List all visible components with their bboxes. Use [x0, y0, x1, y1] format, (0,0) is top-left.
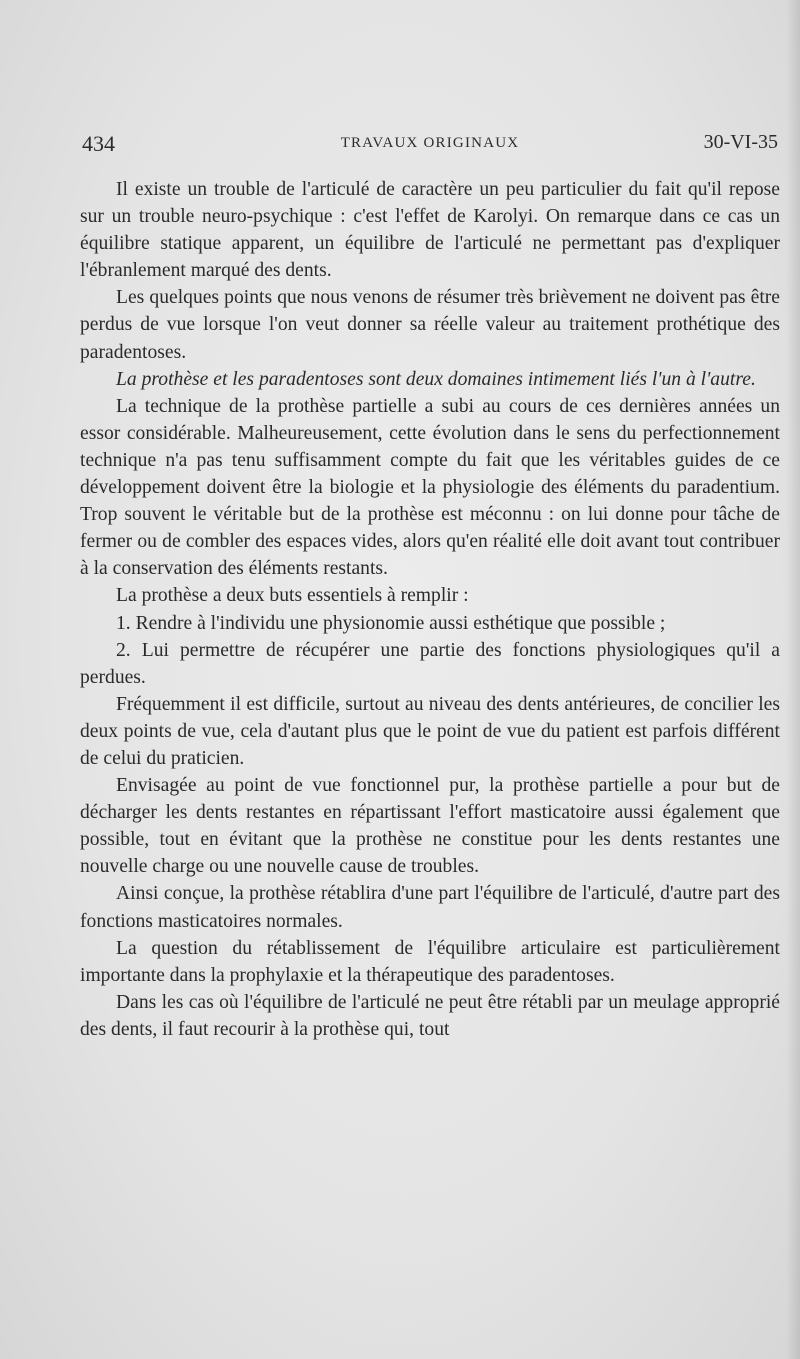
paragraph: Ainsi conçue, la prothèse rétablira d'une part l'équilibre de l'articulé, d'autre part des fonctions masticatoires normales.: [80, 883, 780, 932]
paragraph: La prothèse a deux buts essentiels à remplir :: [116, 585, 469, 607]
issue-date: 30-VI-35: [703, 131, 778, 153]
italic-paragraph: La prothèse et les paradentoses sont deux domaines intimement liés l'un à l'autre.: [116, 368, 756, 390]
page-edge-shadow: [786, 0, 800, 1359]
paragraph: Envisagée au point de vue fonctionnel pur, la prothèse partielle a pour but de décharger les dents restantes en répartissant l'effort masticatoire aussi également que possible, tout en évitant que la prothèse ne constitue pour les dents restantes une nouvelle charge ou une nouvelle cause de troubles.: [80, 775, 780, 878]
paragraph: Dans les cas où l'équilibre de l'articulé ne peut être rétabli par un meulage approprié des dents, il faut recourir à la prothèse qui, tout: [80, 991, 780, 1040]
paragraph: La question du rétablissement de l'équilibre articulaire est particulièrement importante dans la prophylaxie et la thérapeutique des paradentoses.: [80, 937, 780, 986]
list-item: 1. Rendre à l'individu une physionomie aussi esthétique que possible ;: [116, 612, 666, 634]
paragraph: Il existe un trouble de l'articulé de caractère un peu particulier du fait qu'il repose sur un trouble neuro-psychique : c'est l'effet de Karolyi. On remarque dans ce cas un équilibre statique apparent, un équilibre de l'articulé ne permettant pas d'expliquer l'ébranlement marqué des dents.: [80, 179, 780, 282]
body-text: [80, 176, 780, 1043]
running-title: TRAVAUX ORIGINAUX: [340, 135, 520, 151]
paragraph: Fréquemment il est difficile, surtout au niveau des dents antérieures, de concilier les deux points de vue, cela d'autant plus que le point de vue du patient est parfois différent de celui du praticien.: [80, 693, 780, 769]
paragraph: La technique de la prothèse partielle a subi au cours de ces dernières années un essor considérable. Malheureusement, cette évolution dans le sens du perfectionnement technique n'a pas tenu suffisamment compte du fait que les véritables guides de ce développement doivent être la biologie et la physiologie des éléments du paradentium. Trop souvent le véritable but de la prothèse est méconnu : on lui donne pour tâche de fermer ou de combler des espaces vides, alors qu'en réalité elle doit avant tout contribuer à la conservation des éléments restants.: [80, 395, 780, 580]
page-number: 434: [82, 131, 115, 156]
paragraph: Les quelques points que nous venons de résumer très brièvement ne doivent pas être perdus de vue lorsque l'on veut donner sa réelle valeur au traitement prothétique des paradentoses.: [80, 287, 780, 363]
list-item: 2. Lui permettre de récupérer une partie des fonctions physiologiques qu'il a perdues.: [80, 639, 780, 688]
page-header: [82, 131, 778, 159]
